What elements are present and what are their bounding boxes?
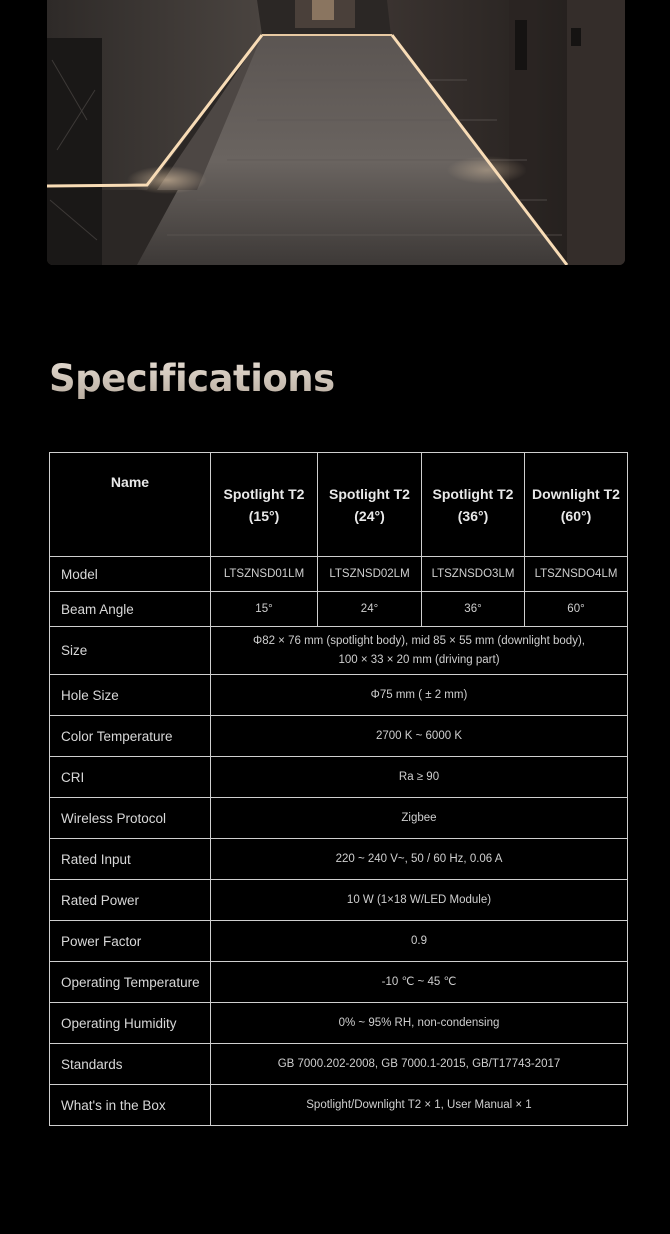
row-label: Color Temperature: [50, 716, 211, 757]
table-row-standards: [50, 1044, 628, 1085]
row-label: Model: [50, 557, 211, 592]
table-row-size: [50, 627, 628, 675]
row-label: What's in the Box: [50, 1085, 211, 1126]
row-value: -10 ℃ ~ 45 ℃: [211, 962, 628, 1003]
beam-angle-value: 24°: [318, 592, 422, 627]
table-row-rated-input: [50, 839, 628, 880]
table-row-beam-angle: [50, 592, 628, 627]
table-row-wireless-protocol: [50, 798, 628, 839]
row-value: 0.9: [211, 921, 628, 962]
specifications-table: [49, 452, 628, 1126]
beam-angle-value: 36°: [422, 592, 525, 627]
row-value: Ra ≥ 90: [211, 757, 628, 798]
size-line: Φ82 × 76 mm (spotlight body), mid 85 × 55 mm (downlight body),: [253, 634, 585, 647]
row-label: Standards: [50, 1044, 211, 1085]
header-name: Name: [50, 453, 211, 557]
table-row-cri: [50, 757, 628, 798]
hero-image: [47, 0, 625, 265]
row-label: Power Factor: [50, 921, 211, 962]
table-row-hole-size: [50, 675, 628, 716]
header-spotlight-24: [318, 453, 422, 557]
header-line: (60°): [560, 507, 592, 524]
header-spotlight-15: [211, 453, 318, 557]
table-row-operating-temperature: [50, 962, 628, 1003]
row-label: Hole Size: [50, 675, 211, 716]
model-value: LTSZNSDO4LM: [525, 557, 628, 592]
header-line: Spotlight T2: [223, 485, 305, 502]
model-value: LTSZNSD02LM: [318, 557, 422, 592]
row-value: 10 W (1×18 W/LED Module): [211, 880, 628, 921]
header-line: (15°): [248, 507, 280, 524]
header-line: Downlight T2: [532, 485, 620, 502]
size-value: [211, 627, 628, 675]
table-row-rated-power: [50, 880, 628, 921]
hallway-photo-icon: [47, 0, 625, 265]
row-value: GB 7000.202-2008, GB 7000.1-2015, GB/T17743-2017: [211, 1044, 628, 1085]
row-value: Spotlight/Downlight T2 × 1, User Manual × 1: [211, 1085, 628, 1126]
header-line: (24°): [354, 507, 385, 524]
size-line: 100 × 33 × 20 mm (driving part): [338, 653, 500, 666]
header-line: Spotlight T2: [432, 485, 514, 502]
table-row-whats-in-the-box: [50, 1085, 628, 1126]
header-line: (36°): [457, 507, 489, 524]
row-label: Size: [50, 627, 211, 675]
header-downlight-60: [525, 453, 628, 557]
page-title: Specifications: [49, 357, 335, 400]
row-label: Operating Temperature: [50, 962, 211, 1003]
table-row-model: [50, 557, 628, 592]
row-value: Zigbee: [211, 798, 628, 839]
beam-angle-value: 15°: [211, 592, 318, 627]
row-label: Beam Angle: [50, 592, 211, 627]
table-row-operating-humidity: [50, 1003, 628, 1044]
header-line: Spotlight T2: [329, 485, 410, 502]
table-header-row: [50, 453, 628, 557]
beam-angle-value: 60°: [525, 592, 628, 627]
row-label: CRI: [50, 757, 211, 798]
row-label: Wireless Protocol: [50, 798, 211, 839]
row-label: Rated Input: [50, 839, 211, 880]
model-value: LTSZNSDO3LM: [422, 557, 525, 592]
row-value: 0% ~ 95% RH, non-condensing: [211, 1003, 628, 1044]
row-value: 2700 K ~ 6000 K: [211, 716, 628, 757]
row-label: Rated Power: [50, 880, 211, 921]
row-label: Operating Humidity: [50, 1003, 211, 1044]
row-value: Φ75 mm ( ± 2 mm): [211, 675, 628, 716]
table-row-power-factor: [50, 921, 628, 962]
model-value: LTSZNSD01LM: [211, 557, 318, 592]
table-row-color-temperature: [50, 716, 628, 757]
row-value: 220 ~ 240 V~, 50 / 60 Hz, 0.06 A: [211, 839, 628, 880]
header-spotlight-36: [422, 453, 525, 557]
